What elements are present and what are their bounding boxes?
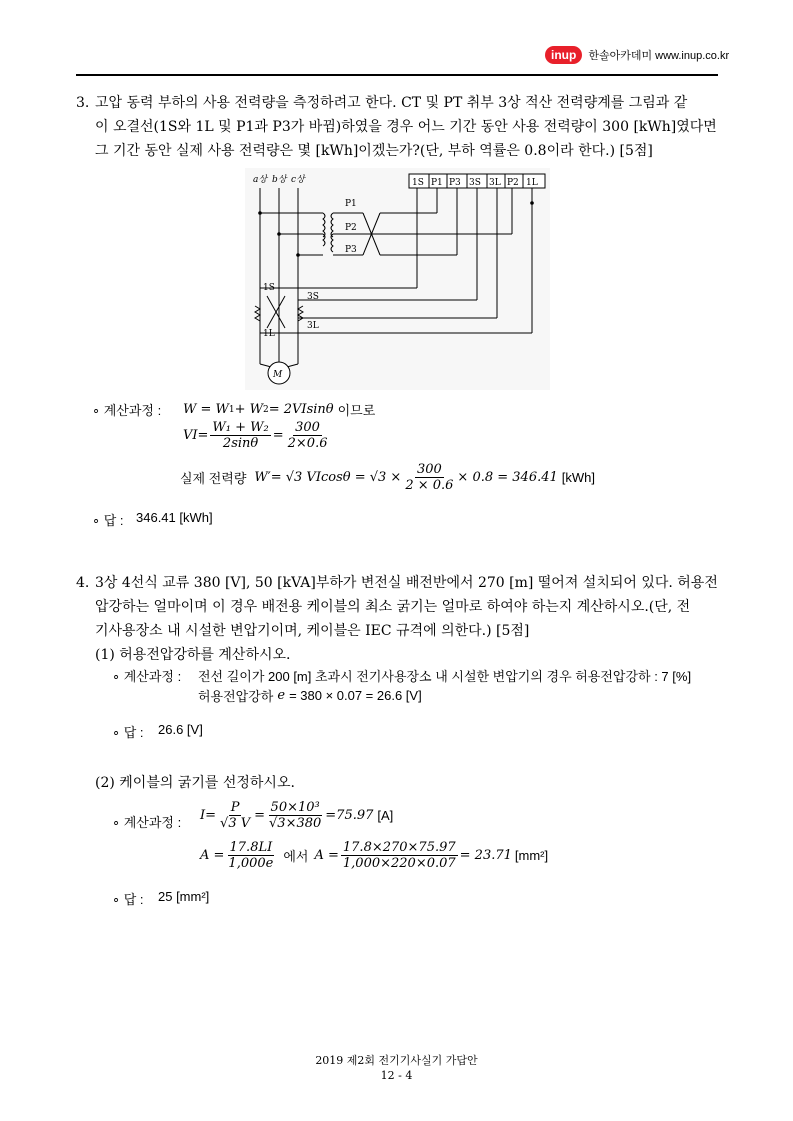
q3-calc1-c: = 2VIsinθ	[268, 402, 334, 417]
q3-number: 3.	[76, 95, 90, 111]
q4-p2-d4: 1,000×220×0.07	[342, 856, 456, 871]
phase-a-label: a상	[253, 175, 268, 185]
q4-p2-unit: [A]	[377, 808, 394, 823]
q3-calc-line3	[180, 462, 595, 493]
q4-part2: (2) 케이블의 굵기를 선정하시오.	[95, 775, 295, 791]
q3-calc3-num: 300	[416, 462, 442, 477]
q4-line3: 기사용장소 내 시설한 변압기이며, 케이블은 IEC 규격에 의한다.) [5점]	[95, 623, 530, 639]
q3-calc-line2: VI= $\frac{\text{W₁ + W₂}}{2\sin\theta}$ = $\frac{300}{2\times 0.6}$	[183, 420, 328, 451]
q4-p1-calc1: 전선 길이가 200 [m] 초과시 전기사용장소 내 시설한 변압기의 경우 허용전압강하 : 7 [%]	[198, 669, 692, 684]
q4-p1-calc2-a: 허용전압강하	[198, 689, 274, 704]
q4-number: 4.	[76, 575, 90, 591]
q3-line1: 고압 동력 부하의 사용 전력량을 측정하려고 한다. CT 및 PT 취부 3상 적산 전력량계를 그림과 같	[95, 95, 688, 111]
q4-line1: 3상 4선식 교류 380 [V], 50 [kVA]부하가 변전실 배전반에서 270 [m] 떨어져 설치되어 있다. 허용전	[95, 575, 718, 591]
q3-answer-label: ∘ 답 :	[92, 513, 124, 528]
q4-p2-calc-label: ∘ 계산과정 :	[112, 815, 182, 830]
logo-badge: inup	[545, 46, 582, 64]
q4-p1-calc-label: ∘ 계산과정 :	[112, 669, 182, 684]
q4-p2-n1: P	[230, 800, 240, 815]
terminal-3l: 3L	[489, 178, 501, 188]
q4-part1: (1) 허용전압강하를 계산하시오.	[95, 647, 291, 663]
q3-calc3-tail: × 0.8 = 346.41	[457, 470, 558, 485]
q4-p2-eq: =	[254, 808, 266, 823]
q3-calc1-b: + W	[234, 402, 264, 417]
terminal-p2: P2	[507, 178, 519, 188]
q4-p2-d3: 1,000e	[228, 856, 274, 871]
q3-calc3-label: 실제 전력량	[180, 471, 247, 486]
q3-calc2-num2: 300	[295, 420, 320, 435]
q3-calc1-suffix: 이므로	[337, 403, 376, 418]
pt-p3-label: P3	[345, 245, 357, 255]
q4-p2-n2: 50×10³	[270, 800, 320, 815]
q4-p2-calc-line2	[200, 840, 548, 871]
ct-3s-label: 3S	[307, 292, 319, 302]
terminal-p1: P1	[431, 178, 443, 188]
q4-p1-calc2-b: = 380 × 0.07 = 26.6 [V]	[289, 688, 422, 703]
terminal-1l: 1L	[526, 178, 538, 188]
q3-calc3-den: 2 × 0.6	[405, 478, 454, 493]
q4-p2-res2: = 23.71	[459, 848, 512, 863]
diagram-bg	[245, 168, 550, 390]
q4-p2-unit2: [mm²]	[514, 848, 549, 863]
pt-p1-label: P1	[345, 199, 357, 209]
q4-p2-res: =75.97	[325, 808, 374, 823]
q4-p2-I: I=	[200, 808, 217, 823]
phase-c-label: c상	[291, 175, 305, 185]
terminal-3s: 3S	[469, 178, 481, 188]
q3-line2: 이 오결선(1S와 1L 및 P1과 P3가 바뀜)하였을 경우 어느 기간 동안 사용 전력량이 300 [kWh]였다면	[95, 119, 717, 135]
q3-calc1-a: W = W	[183, 402, 229, 417]
q3-calc2-lhs: VI=	[183, 428, 209, 443]
q4-p2-A2: A =	[314, 848, 339, 863]
terminal-p3: P3	[449, 178, 461, 188]
q4-p2-calc-line1	[200, 800, 393, 831]
q4-p1-ans-label: ∘ 답 :	[112, 725, 144, 740]
header-rule	[76, 74, 718, 76]
q3-answer: 346.41 [kWh]	[136, 510, 213, 525]
q4-p2-mid: 에서	[283, 849, 309, 864]
q4-p2-d2: √3×380	[269, 816, 322, 831]
q4-p1-ans: 26.6 [V]	[158, 722, 203, 737]
q3-line3: 그 기간 동안 실제 사용 전력량은 몇 [kWh]이겠는가?(단, 부하 역률은 0.8이라 한다.) [5점]	[95, 143, 653, 159]
q3-calc-line1: W = W 1 + W 2 = 2VIsinθ 이므로	[183, 402, 376, 418]
brand-logo	[545, 46, 729, 64]
terminal-1s: 1S	[412, 178, 424, 188]
ct-1s-label: 1S	[263, 283, 275, 293]
q4-p1-calc2	[198, 686, 422, 705]
page-number: 12 - 4	[380, 1069, 413, 1082]
q4-p2-n4: 17.8×270×75.97	[342, 840, 456, 855]
q3-calc3-expr: W′= √3 VIcosθ = √3 ×	[254, 470, 402, 485]
ct-3l-label: 3L	[307, 321, 319, 331]
q3-calc-label: ∘ 계산과정 :	[92, 403, 162, 418]
pt-p2-label: P2	[345, 223, 357, 233]
wiring-diagram	[245, 168, 550, 390]
motor-label: M	[273, 370, 283, 380]
q4-p2-ans: 25 [mm²]	[158, 889, 210, 904]
q3-calc2-num: W₁ + W₂	[212, 420, 269, 435]
q4-p2-d1: √3 V	[220, 816, 251, 831]
brand-text: 한솔아카데미 www.inup.co.kr	[588, 50, 730, 62]
q3-calc3-unit: [kWh]	[561, 470, 595, 485]
q4-p2-A: A =	[200, 848, 225, 863]
q3-calc2-den: 2sinθ	[222, 436, 259, 451]
q4-p2-ans-label: ∘ 답 :	[112, 892, 144, 907]
phase-b-label: b상	[272, 175, 287, 185]
q4-p2-n3: 17.8LI	[229, 840, 273, 855]
q4-line2: 압강하는 얼마이며 이 경우 배전용 케이블의 최소 굵기는 얼마로 하여야 하는지 계산하시오.(단, 전	[95, 599, 691, 615]
q3-calc2-den2: 2×0.6	[287, 436, 328, 451]
q4-p1-calc2-e: e	[277, 688, 286, 703]
footer-title: 2019 제2회 전기기사실기 가답안	[315, 1054, 478, 1067]
ct-1l-label: 1L	[263, 329, 275, 339]
